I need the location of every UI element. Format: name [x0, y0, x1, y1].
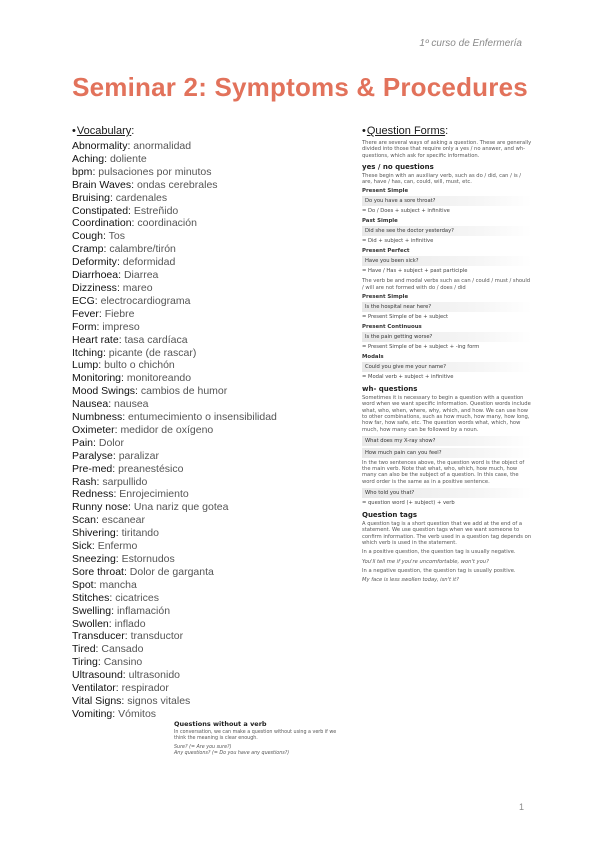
present-simple-label: Present Simple: [362, 188, 409, 195]
vocabulary-item: Lump: bulto o chichón: [72, 359, 175, 372]
past-simple-label: Past Simple: [362, 218, 398, 225]
vocabulary-item: Shivering: tiritando: [72, 527, 159, 540]
vocabulary-item: Cramp: calambre/tirón: [72, 243, 176, 256]
tags-positive-example: You'll tell me if you're uncomfortable, won't you?: [362, 558, 489, 565]
vocabulary-item: Pain: Dolor: [72, 436, 124, 449]
vocabulary-term: Cramp: [72, 243, 104, 256]
vocabulary-heading-label: Vocabulary: [76, 125, 132, 137]
question-forms-heading-label: Question Forms: [366, 125, 446, 137]
vocabulary-definition: Fiebre: [104, 307, 135, 320]
modals-label: Modals: [362, 354, 384, 361]
vocabulary-term: Transducer: [72, 630, 125, 643]
present-simple-formula: = Do / Does + subject + infinitive: [362, 208, 450, 215]
vocabulary-term: Pre-med: [72, 462, 113, 475]
vocabulary-item: Tiring: Cansino: [72, 656, 143, 669]
vocabulary-definition: cambios de humor: [140, 385, 228, 398]
vocabulary-definition: Enfermo: [97, 540, 138, 553]
present-simple-example: Do you have a sore throat?: [362, 196, 532, 206]
vocabulary-term: Cough: [72, 230, 103, 243]
vocabulary-term: Tired: [72, 643, 96, 656]
wh-example-1: What does my X-ray show?: [362, 436, 532, 446]
vocabulary-item: Sore throat: Dolor de garganta: [72, 565, 214, 578]
vocabulary-item: Paralyse: paralizar: [72, 449, 159, 462]
vocabulary-term: Dizziness: [72, 281, 117, 294]
vocabulary-definition: entumecimiento o insensibilidad: [128, 411, 277, 424]
vocabulary-item: Deformity: deformidad: [72, 256, 176, 269]
vocabulary-term: Swollen: [72, 617, 109, 630]
tags-text: A question tag is a short question that we add at the end of a statement. We use question tags when we want someone to confirm information. The verb used in a question tag depends on which verb is used in the statement.: [362, 521, 532, 546]
vocabulary-definition: cicatrices: [115, 591, 159, 604]
vocabulary-term: Form: [72, 320, 97, 333]
vocabulary-term: Constipated: [72, 204, 129, 217]
wh-formula: = question word (+ subject) + verb: [362, 500, 455, 507]
vocabulary-term: Vital Signs: [72, 694, 122, 707]
vocabulary-definition: paralizar: [118, 449, 159, 462]
vocabulary-term: Runny nose: [72, 501, 129, 514]
be-present-continuous-formula: = Present Simple of be + subject + -ing form: [362, 344, 480, 351]
wh-example-2: How much pain can you feel?: [362, 448, 532, 458]
vocabulary-item: ECG: electrocardiograma: [72, 294, 191, 307]
vocabulary-item: Fever: Fiebre: [72, 307, 135, 320]
vocabulary-definition: deformidad: [122, 256, 176, 269]
vocabulary-item: Scan: escanear: [72, 514, 145, 527]
vocabulary-definition: Cansino: [103, 656, 143, 669]
vocabulary-definition: impreso: [102, 320, 140, 333]
vocabulary-item: Pre-med: preanestésico: [72, 462, 184, 475]
vocabulary-definition: Estreñido: [133, 204, 179, 217]
vocabulary-term: Rash: [72, 475, 97, 488]
vocabulary-definition: picante (de rascar): [108, 346, 197, 359]
vocabulary-item: Form: impreso: [72, 320, 140, 333]
wh-text: Sometimes it is necessary to begin a question with a question word when we want specific information. Question words include what, who, when, where, why, which, and how. We can use how to other combinations, such as how much, how many, how long, how far, how safe, etc. The question words what, which, how much, how many can be followed by a noun.: [362, 395, 531, 433]
present-perfect-example: Have you been sick?: [362, 256, 532, 266]
present-perfect-formula: = Have / Has + subject + past participle: [362, 268, 468, 275]
vocabulary-definition: coordinación: [137, 217, 197, 230]
vocabulary-term: Ultrasound: [72, 669, 123, 682]
qwv-text: In conversation, we can make a question without using a verb if we think the meaning is clear enough.: [174, 730, 337, 741]
vocabulary-item: Vital Signs: signos vitales: [72, 694, 191, 707]
modals-formula: = Modal verb + subject + infinitive: [362, 374, 454, 381]
be-present-simple-example: Is the hospital near here?: [362, 302, 532, 312]
vocabulary-definition: pulsaciones por minutos: [98, 165, 212, 178]
vocabulary-definition: ondas cerebrales: [136, 178, 218, 191]
vocabulary-term: Sneezing: [72, 553, 116, 565]
vocabulary-definition: signos vitales: [127, 694, 191, 707]
vocabulary-definition: ultrasonido: [128, 669, 180, 682]
vocabulary-list: [72, 140, 342, 721]
question-forms-heading: •Question Forms:: [362, 125, 449, 137]
vocabulary-definition: sarpullido: [102, 475, 148, 488]
vocabulary-item: Ventilator: respirador: [72, 682, 169, 695]
vocabulary-term: Paralyse: [72, 449, 113, 462]
course-header-note: 1º curso de Enfermería: [419, 38, 522, 49]
wh-example-3: Who told you that?: [362, 488, 532, 498]
vocabulary-item: Itching: picante (de rascar): [72, 346, 197, 359]
qwv-example-1: Sure? (= Are you sure?): [174, 745, 232, 750]
vocabulary-item: Numbness: entumecimiento o insensibilidad: [72, 411, 277, 424]
vocabulary-definition: Enrojecimiento: [119, 488, 189, 501]
vocabulary-item: Swelling: inflamación: [72, 604, 171, 617]
vocabulary-item: Bruising: cardenales: [72, 191, 168, 204]
present-perfect-label: Present Perfect: [362, 248, 410, 255]
vocabulary-definition: Diarrea: [123, 269, 159, 282]
vocabulary-item: Abnormality: anormalidad: [72, 140, 192, 152]
vocabulary-item: Brain Waves: ondas cerebrales: [72, 178, 218, 191]
vocabulary-item: Constipated: Estreñido: [72, 204, 179, 217]
bullet: •: [362, 125, 366, 137]
vocabulary-term: Ventilator: [72, 682, 116, 695]
vocabulary-item: Ultrasound: ultrasonido: [72, 669, 180, 682]
vocabulary-term: Vomiting: [72, 707, 113, 720]
vocabulary-item: Rash: sarpullido: [72, 475, 148, 488]
vocabulary-term: ECG: [72, 294, 95, 307]
vocabulary-definition: anormalidad: [133, 140, 192, 152]
vocabulary-heading: •Vocabulary:: [72, 125, 135, 137]
vocabulary-definition: bulto o chichón: [104, 359, 175, 372]
vocabulary-term: Monitoring: [72, 372, 122, 385]
questions-without-verb-section: [174, 720, 342, 757]
vocabulary-term: Scan: [72, 514, 96, 527]
yes-no-text: These begin with an auxiliary verb, such as do / did, can / is / are, have / has, can, could, will, must, etc.: [362, 172, 522, 186]
vocabulary-definition: respirador: [121, 682, 169, 695]
vocabulary-term: Stitches: [72, 591, 110, 604]
tags-positive: In a positive question, the question tag is usually negative.: [362, 549, 516, 556]
vocabulary-item: bpm: pulsaciones por minutos: [72, 165, 212, 178]
vocabulary-definition: Una nariz que gotea: [133, 501, 229, 514]
vocabulary-definition: tiritando: [121, 527, 159, 540]
vocabulary-definition: medidor de oxígeno: [120, 423, 214, 436]
vocabulary-item: Aching: doliente: [72, 152, 147, 165]
vocabulary-item: Runny nose: Una nariz que gotea: [72, 501, 229, 514]
modal-text: The verb be and modal verbs such as can / could / must / should / will are not formed with do / does / did: [362, 278, 531, 291]
vocabulary-term: Mood Swings: [72, 385, 136, 398]
vocabulary-item: Cough: Tos: [72, 230, 125, 243]
vocabulary-term: Lump: [72, 359, 99, 372]
past-simple-example: Did she see the doctor yesterday?: [362, 226, 532, 236]
vocabulary-definition: nausea: [114, 398, 149, 411]
qwv-heading: Questions without a verb: [174, 720, 267, 728]
modals-example: Could you give me your name?: [362, 362, 532, 372]
vocabulary-definition: preanestésico: [118, 462, 184, 475]
vocabulary-item: Spot: mancha: [72, 578, 137, 591]
qf-intro: There are several ways of asking a question. These are generally divided into those that require only a yes / no answer, and wh- questions, which ask for specific information.: [362, 140, 532, 159]
vocabulary-term: Brain Waves: [72, 178, 132, 191]
vocabulary-definition: inflamación: [116, 604, 171, 617]
vocabulary-definition: Tos: [108, 230, 125, 243]
vocabulary-item: Tired: Cansado: [72, 643, 144, 656]
vocabulary-definition: doliente: [109, 152, 147, 165]
vocabulary-definition: calambre/tirón: [109, 243, 176, 256]
be-present-continuous-example: Is the pain getting worse?: [362, 332, 532, 342]
vocabulary-term: Bruising: [72, 191, 110, 204]
vocabulary-definition: electrocardiograma: [100, 294, 191, 307]
vocabulary-term: Swelling: [72, 604, 112, 617]
vocabulary-term: Pain: [72, 436, 94, 449]
vocabulary-definition: Cansado: [101, 643, 144, 656]
be-present-continuous-label: Present Continuous: [362, 324, 422, 331]
vocabulary-definition: Dolor de garganta: [129, 565, 214, 578]
yes-no-heading: yes / no questions: [362, 162, 434, 171]
vocabulary-term: Redness: [72, 488, 114, 501]
question-forms-body: [362, 140, 532, 583]
past-simple-formula: = Did + subject + infinitive: [362, 238, 434, 245]
wh-heading: wh- questions: [362, 385, 418, 394]
tags-heading: Question tags: [362, 511, 418, 520]
page-number: 1: [518, 802, 524, 812]
vocabulary-term: Sick: [72, 540, 92, 553]
vocabulary-definition: Estornudos: [121, 553, 175, 565]
vocabulary-term: Coordination: [72, 217, 132, 230]
qwv-example-2: Any questions? (= Do you have any questions?): [174, 751, 290, 756]
vocabulary-definition: Vómitos: [118, 707, 157, 720]
vocabulary-term: Oximeter: [72, 423, 115, 436]
vocabulary-term: Shivering: [72, 527, 116, 540]
vocabulary-item: Diarrhoea: Diarrea: [72, 269, 159, 282]
vocabulary-definition: mancha: [99, 578, 137, 591]
vocabulary-term: Deformity: [72, 256, 117, 269]
vocabulary-term: bpm: [72, 165, 93, 178]
vocabulary-term: Nausea: [72, 398, 109, 411]
vocabulary-item: Coordination: coordinación: [72, 217, 197, 230]
vocabulary-item: Vomiting: Vómitos: [72, 707, 157, 720]
vocabulary-item: Monitoring: monitoreando: [72, 372, 192, 385]
vocabulary-definition: inflado: [114, 617, 146, 630]
vocabulary-term: Tiring: [72, 656, 98, 669]
be-present-simple-formula: = Present Simple of be + subject: [362, 314, 449, 321]
vocabulary-term: Sore throat: [72, 565, 124, 578]
question-forms-section: [362, 124, 532, 586]
vocabulary-definition: Dolor: [98, 436, 124, 449]
be-present-simple-label: Present Simple: [362, 294, 409, 301]
vocabulary-definition: monitoreando: [126, 372, 192, 385]
vocabulary-term: Heart rate: [72, 333, 119, 346]
vocabulary-item: Redness: Enrojecimiento: [72, 488, 189, 501]
vocabulary-definition: tasa cardíaca: [124, 333, 188, 346]
vocabulary-term: Numbness: [72, 411, 123, 424]
vocabulary-term: Aching: [72, 152, 105, 165]
vocabulary-item: Oximeter: medidor de oxígeno: [72, 423, 214, 436]
page-title: Seminar 2: Symptoms & Procedures: [72, 72, 528, 102]
vocabulary-section: [72, 124, 342, 721]
vocabulary-term: Abnormality: [72, 140, 128, 152]
vocabulary-term: Diarrhoea: [72, 269, 119, 282]
bullet: •: [72, 125, 76, 137]
vocabulary-definition: transductor: [130, 630, 184, 643]
vocabulary-item: Dizziness: mareo: [72, 281, 153, 294]
vocabulary-definition: cardenales: [115, 191, 168, 204]
vocabulary-item: Transducer: transductor: [72, 630, 184, 643]
vocabulary-definition: escanear: [101, 514, 145, 527]
vocabulary-item: Mood Swings: cambios de humor: [72, 385, 228, 398]
vocabulary-item: Heart rate: tasa cardíaca: [72, 333, 188, 346]
tags-negative: In a negative question, the question tag is usually positive.: [362, 567, 516, 574]
vocabulary-item: Sick: Enfermo: [72, 540, 138, 553]
tags-negative-example: My face is less swollen today, isn't it?: [362, 577, 459, 584]
vocabulary-item: Swollen: inflado: [72, 617, 146, 630]
vocabulary-item: Sneezing: Estornudos: [72, 553, 175, 565]
wh-text-2: In the two sentences above, the question word is the object of the main verb. Note that what, who, which, how much, how many can also be the subject of a question. In this case, the word order is the same as in a positive sentence.: [362, 459, 525, 485]
vocabulary-item: Stitches: cicatrices: [72, 591, 159, 604]
vocabulary-term: Spot: [72, 578, 94, 591]
vocabulary-term: Itching: [72, 346, 103, 359]
vocabulary-definition: mareo: [122, 281, 153, 294]
vocabulary-item: Nausea: nausea: [72, 398, 149, 411]
vocabulary-term: Fever: [72, 307, 99, 320]
